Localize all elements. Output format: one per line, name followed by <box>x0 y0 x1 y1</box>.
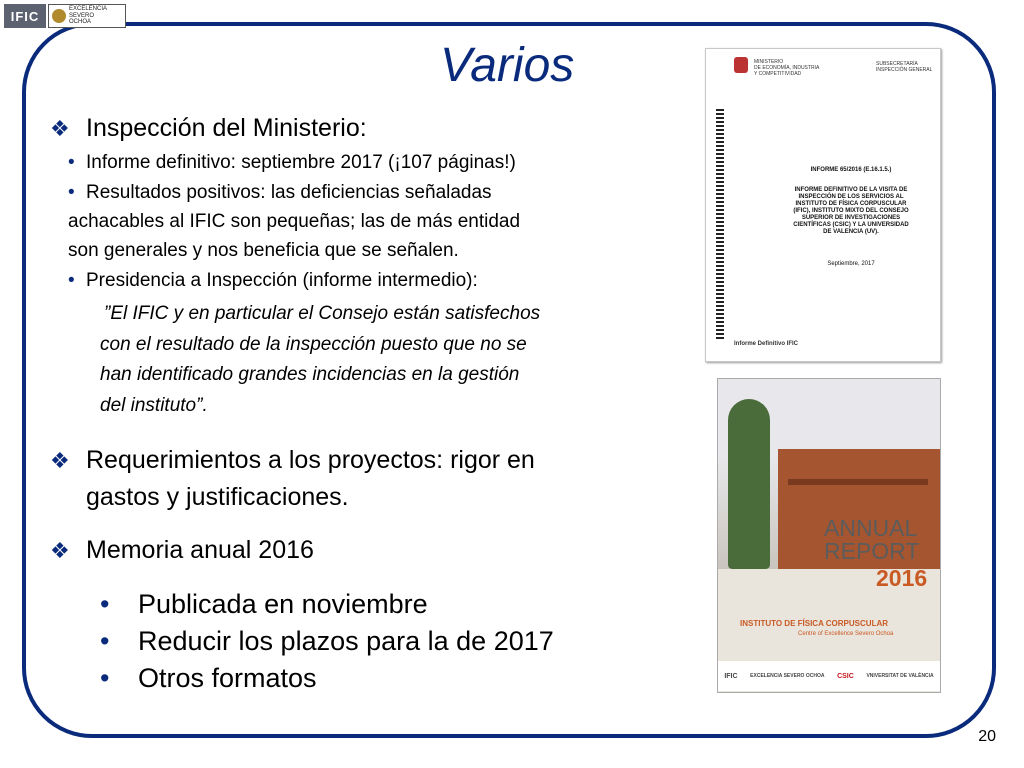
bullet-icon: • <box>68 152 75 173</box>
bullet-continuation: son generales y nos beneficia que se señalen. <box>68 240 459 261</box>
seal-icon <box>52 9 66 23</box>
bullet-continuation: achacables al IFIC son pequeñas; las de más entidad <box>68 211 521 232</box>
severo-ochoa-logo: EXCELENCIA SEVERO OCHOA <box>48 4 126 28</box>
section-heading-continuation: gastos y justificaciones. <box>86 483 349 511</box>
section-heading-annual-report: ❖ Memoria anual 2016 <box>50 536 314 564</box>
bullet-item: • Reducir los plazos para la de 2017 <box>100 626 554 656</box>
bullet-icon: • <box>68 182 75 203</box>
inspection-report-image: MINISTERIO DE ECONOMÍA, INDUSTRIA Y COMPETITIVIDAD SUBSECRETARÍA INSPECCIÓN GENERAL INFORME 65/2016 (E.16.1.5.) INFORME DEFINITIVO DE LA VISITA DE INSPECCIÓN DE LOS SERVICIOS AL INSTITUTO DE FÍSICA CORPUSCULAR (IFIC), INSTITUTO MIXTO DEL CONSEJO SUPERIOR DE INVESTIGACIONES CIENTÍFICAS (CSIC) Y LA UNIVERSIDAD DE VALENCIA (UV). Septiembre, 2017 Informe Definitivo IFIC <box>705 48 941 362</box>
page-number: 20 <box>978 728 996 745</box>
annual-report-cover-image: ANNUAL REPORT 2016 INSTITUTO DE FÍSICA CORPUSCULAR Centre of Excellence Severo Ochoa IFIC EXCELENCIA SEVERO OCHOA CSIC VNIVERSITAT DE VALÈNCIA <box>717 378 941 693</box>
diamond-bullet-icon: ❖ <box>50 116 70 141</box>
partner-logos: IFIC EXCELENCIA SEVERO OCHOA CSIC VNIVERSITAT DE VALÈNCIA <box>718 661 940 691</box>
bullet-item: • Presidencia a Inspección (informe intermedio): <box>68 270 478 291</box>
diamond-bullet-icon: ❖ <box>50 538 70 563</box>
bullet-icon: • <box>100 589 110 619</box>
bullet-icon: • <box>68 270 75 291</box>
section-heading-requirements: ❖ Requerimientos a los proyectos: rigor en <box>50 446 535 474</box>
ific-logo: IFIC <box>4 4 46 28</box>
bullet-item: • Resultados positivos: las deficiencias señaladas <box>68 182 492 203</box>
quote-line: del instituto”. <box>100 395 208 416</box>
section-heading-inspection: ❖ Inspección del Ministerio: <box>50 114 367 142</box>
crest-icon <box>734 57 748 73</box>
quote-line: con el resultado de la inspección puesto que no se <box>100 334 527 355</box>
barcode-strip <box>716 109 724 339</box>
quote-line: han identificado grandes incidencias en la gestión <box>100 364 520 385</box>
slide-title: Varios <box>440 39 575 92</box>
bullet-item: • Otros formatos <box>100 663 317 693</box>
bullet-item: • Publicada en noviembre <box>100 589 428 619</box>
diamond-bullet-icon: ❖ <box>50 448 70 473</box>
quote-line: ”El IFIC y en particular el Consejo están satisfechos <box>104 303 541 324</box>
bullet-icon: • <box>100 626 110 656</box>
bullet-item: • Informe definitivo: septiembre 2017 (¡107 páginas!) <box>68 152 516 173</box>
bullet-icon: • <box>100 663 110 693</box>
